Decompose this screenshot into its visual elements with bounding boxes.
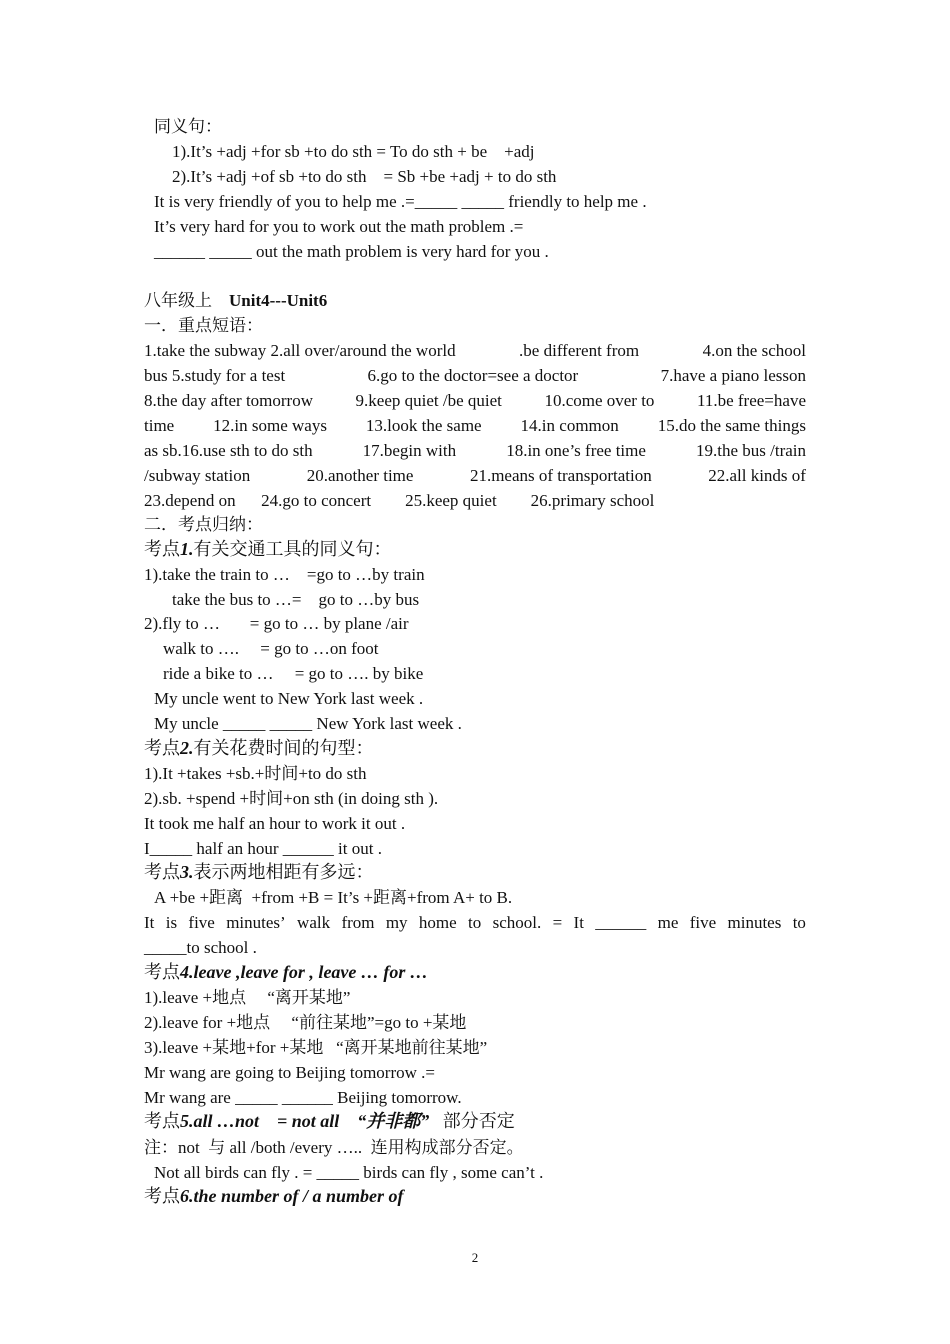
phrase-item: 20.another time — [306, 466, 414, 485]
phrase-item: 22.all kinds of — [708, 466, 806, 485]
word: to — [792, 913, 806, 932]
phrase-line-3 — [144, 390, 806, 412]
word: me — [657, 913, 679, 932]
phrase-item: 11.be free=have — [696, 391, 806, 410]
point-1-heading — [144, 538, 392, 560]
point-title: 4.leave ,leave for , leave … for … — [180, 962, 428, 982]
phrase-item: 15.do the same things — [657, 416, 806, 435]
synonym-heading: 同义句： — [154, 117, 222, 136]
word: minutes’ — [226, 913, 286, 932]
point-1-line-1: 1).take the train to … =go to …by train — [144, 565, 425, 584]
phrase-item: 10.come over to — [544, 391, 655, 410]
phrase-item: 18.in one’s free time — [506, 441, 646, 460]
word: from — [341, 913, 375, 932]
point-2-heading — [144, 737, 374, 759]
point-prefix: 考点 — [144, 962, 180, 982]
phrase-item: .be different from — [519, 341, 640, 360]
point-5-note: 注：not 与 all /both /every ….. 连用构成部分否定。 — [144, 1138, 524, 1157]
phrase-line-5 — [144, 440, 806, 462]
point-5-heading — [144, 1110, 515, 1132]
phrase-item: 9.keep quiet /be quiet — [355, 391, 502, 410]
synonym-example-1: It is very friendly of you to help me .=_____ _____ friendly to help me . — [154, 192, 647, 211]
point-4-line-5: Mr wang are _____ ______ Beijing tomorrow. — [144, 1088, 462, 1107]
point-1-line-4: walk to …. = go to …on foot — [163, 639, 379, 658]
point-1-line-5: ride a bike to … = go to …. by bike — [163, 664, 424, 683]
point-prefix: 考点 — [144, 862, 180, 882]
point-4-line-1: 1).leave +地点 “离开某地” — [144, 988, 351, 1007]
point-3-heading — [144, 861, 374, 883]
point-3-line-2 — [144, 912, 806, 934]
phrase-item: 6.go to the doctor=see a doctor — [367, 366, 579, 385]
point-title: 5.all …not = not all “并非都” — [180, 1111, 430, 1131]
phrase-item: time — [144, 416, 175, 435]
word: walk — [297, 913, 331, 932]
word: ______ — [595, 913, 647, 932]
point-suffix: 部分否定 — [429, 1111, 515, 1131]
point-title: 有关花费时间的句型： — [193, 738, 374, 758]
point-number: 3. — [180, 862, 194, 882]
synonym-example-2: It’s very hard for you to work out the math problem .= — [154, 217, 524, 236]
point-6-heading — [144, 1185, 404, 1207]
point-2-line-1: 1).It +takes +sb.+时间+to do sth — [144, 764, 367, 783]
word: It — [144, 913, 155, 932]
word: five — [689, 913, 717, 932]
point-4-line-2: 2).leave for +地点 “前往某地”=go to +某地 — [144, 1013, 467, 1032]
word: = — [552, 913, 563, 932]
phrase-line-7: 23.depend on 24.go to concert 25.keep quiet 26.primary school — [144, 491, 655, 510]
phrase-line-1 — [144, 340, 806, 362]
phrase-item: 17.begin with — [362, 441, 457, 460]
point-1-line-2: take the bus to …= go to …by bus — [172, 590, 420, 609]
synonym-rule-2: 2).It’s +adj +of sb +to do sth = Sb +be +adj + to do sth — [172, 167, 557, 186]
page-number: 2 — [471, 1250, 479, 1265]
phrase-item: 21.means of transportation — [469, 466, 652, 485]
point-title: 6.the number of / a number of — [180, 1186, 404, 1206]
word: my — [385, 913, 408, 932]
phrase-item: 8.the day after tomorrow — [144, 391, 313, 410]
grade-label: 八年级上 — [144, 291, 212, 310]
synonym-rule-1: 1).It’s +adj +for sb +to do sth = To do sth + be +adj — [172, 142, 535, 161]
point-1-line-7: My uncle _____ _____ New York last week . — [154, 714, 462, 733]
word: minutes — [727, 913, 782, 932]
phrase-item: 14.in common — [520, 416, 619, 435]
point-number: 2. — [180, 738, 194, 758]
phrase-item: 7.have a piano lesson — [660, 366, 806, 385]
point-title: 有关交通工具的同义句： — [193, 539, 392, 559]
phrase-line-2 — [144, 365, 806, 387]
word: five — [188, 913, 215, 932]
word: It — [573, 913, 584, 932]
point-1-line-3: 2).fly to … = go to … by plane /air — [144, 614, 409, 633]
phrase-item: /subway station — [144, 466, 251, 485]
point-4-line-4: Mr wang are going to Beijing tomorrow .= — [144, 1063, 435, 1082]
synonym-example-3: ______ _____ out the math problem is very hard for you . — [154, 242, 549, 261]
phrase-line-6 — [144, 465, 806, 487]
phrase-item: 13.look the same — [365, 416, 482, 435]
word: school. — [492, 913, 542, 932]
point-5-example: Not all birds can fly . = _____ birds can fly , some can’t . — [154, 1163, 544, 1182]
point-3-line-3: _____to school . — [144, 938, 257, 957]
phrase-item: 12.in some ways — [213, 416, 327, 435]
point-2-line-4: I_____ half an hour ______ it out . — [144, 839, 382, 858]
point-number: 1. — [180, 539, 194, 559]
point-3-line-1: A +be +距离 +from +B = It’s +距离+from A+ to B. — [154, 888, 513, 907]
point-prefix: 考点 — [144, 1111, 180, 1131]
point-prefix: 考点 — [144, 1186, 180, 1206]
word: is — [165, 913, 178, 932]
point-prefix: 考点 — [144, 539, 180, 559]
point-2-line-3: It took me half an hour to work it out . — [144, 814, 406, 833]
phrase-item: 4.on the school — [702, 341, 806, 360]
phrases-heading: 一．重点短语： — [144, 316, 263, 335]
phrase-item: 1.take the subway 2.all over/around the world — [144, 341, 456, 360]
phrase-line-4 — [144, 415, 806, 437]
point-title: 表示两地相距有多远： — [193, 862, 374, 882]
point-1-line-6: My uncle went to New York last week . — [154, 689, 424, 708]
point-4-line-3: 3).leave +某地+for +某地 “离开某地前往某地” — [144, 1038, 488, 1057]
unit-heading — [144, 290, 327, 312]
phrase-item: bus 5.study for a test — [144, 366, 286, 385]
phrase-item: as sb.16.use sth to do sth — [144, 441, 313, 460]
phrase-item: 19.the bus /train — [695, 441, 806, 460]
point-prefix: 考点 — [144, 738, 180, 758]
word: to — [468, 913, 482, 932]
point-4-heading — [144, 961, 428, 983]
unit-title: Unit4---Unit6 — [229, 291, 328, 310]
points-heading: 二．考点归纳： — [144, 515, 263, 534]
point-2-line-2: 2).sb. +spend +时间+on sth (in doing sth ). — [144, 789, 439, 808]
word: home — [418, 913, 457, 932]
